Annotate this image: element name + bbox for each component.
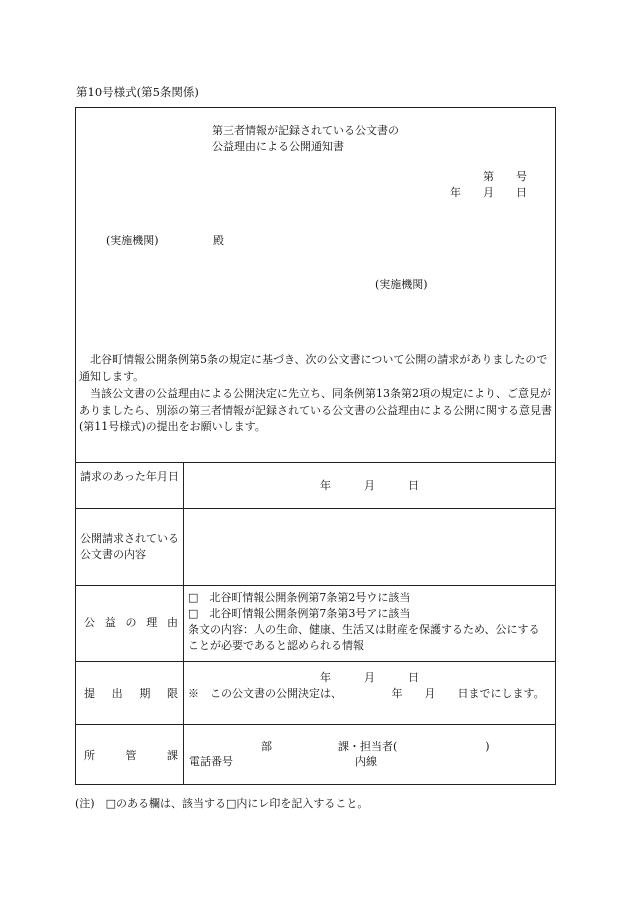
recipient-agency: (実施機関) [106, 234, 159, 247]
sender-agency: (実施機関) [375, 278, 428, 291]
deadline-date: 年 月 日 [320, 671, 419, 684]
request-date-label: 請求のあった年月日 [80, 470, 179, 483]
divider [76, 508, 555, 509]
divider [76, 661, 555, 662]
title-line-2: 公益理由による公開通知書 [212, 140, 344, 153]
request-date-value: 年 月 日 [320, 479, 419, 492]
extension-label: 内線 [355, 755, 377, 768]
notice-paragraph-2: 当該公文書の公益理由による公開決定に先立ち、同条例第13条第2項の規定により、ご意見がありましたら、別添の第三者情報が記録されている公文書の公益理由による公開に関する意見書(第11号様式)の提出をお願いします。 [79, 387, 552, 433]
deadline-note: ※ この公文書の公開決定は、 年 月 日までにします。 [188, 687, 545, 700]
issue-date: 年 月 日 [450, 186, 527, 199]
reason-option-1[interactable]: □ 北谷町情報公開条例第7条第2号ウに該当 [188, 591, 411, 604]
column-divider [183, 462, 184, 784]
footnote: (注) □のある欄は、該当する□内にレ印を記入すること。 [75, 797, 369, 810]
phone-label: 電話番号 [189, 755, 233, 768]
notice-form [75, 107, 556, 785]
submission-deadline-label: 提 出 期 限 [84, 687, 178, 700]
divider [76, 462, 555, 463]
document-content-label: 公開請求されている公文書の内容 [80, 532, 179, 561]
department-label: 所 管 課 [84, 749, 178, 762]
document-number: 第 号 [483, 170, 527, 183]
divider [76, 585, 555, 586]
reason-clause-text: 条文の内容：人の生命、健康、生活又は財産を保護するため、公にすることが必要であると認められる情報 [188, 623, 540, 652]
department-line: 部 課・担当者( ) [261, 740, 490, 753]
honorific: 殿 [213, 234, 224, 247]
reason-options [188, 590, 549, 654]
reason-option-2[interactable]: □ 北谷町情報公開条例第7条第3号アに該当 [188, 607, 411, 620]
title-line-1: 第三者情報が記録されている公文書の [212, 124, 399, 137]
form-number-label: 第10号様式(第5条関係) [76, 85, 199, 99]
notice-paragraph-1: 北谷町情報公開条例第5条の規定に基づき、次の公文書について公開の請求がありましたので通知します。 [79, 353, 548, 383]
public-interest-reason-label: 公 益 の 理 由 [84, 616, 178, 629]
divider [76, 724, 555, 725]
document-title [212, 123, 399, 155]
